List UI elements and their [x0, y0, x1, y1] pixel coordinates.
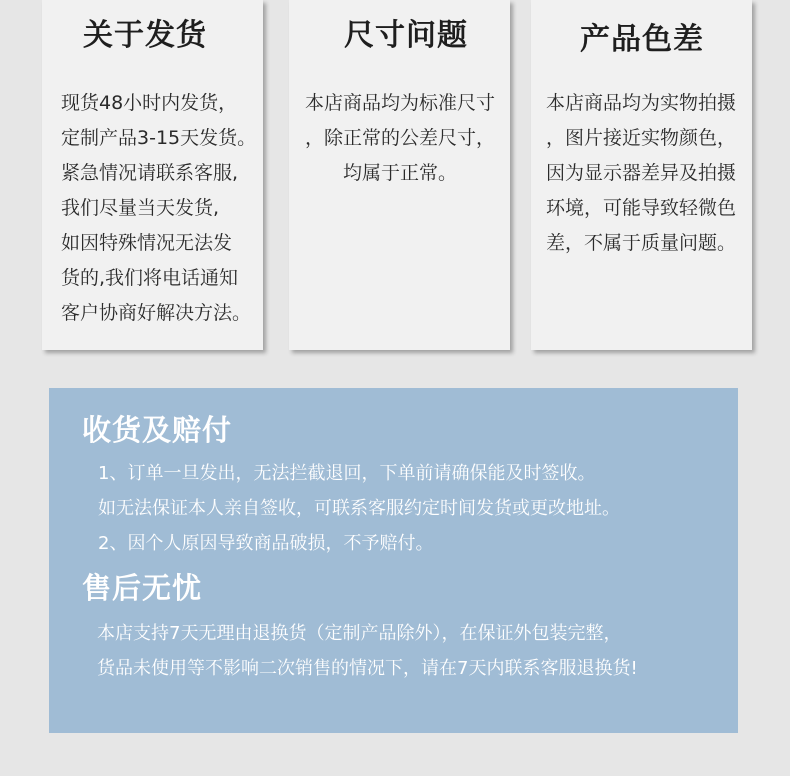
card-body	[61, 86, 256, 331]
policy-panel	[49, 388, 738, 733]
shipping-section-title: 收货及赔付	[82, 413, 233, 447]
card-line: 客户协商好解决方法。	[61, 302, 252, 324]
aftersales-line: 货品未使用等不影响二次销售的情况下，请在7天内联系客服退换货!	[97, 658, 638, 679]
card-body	[546, 86, 736, 261]
card-line: 定制产品3-15天发货。	[61, 127, 257, 149]
card-title: 产品色差	[580, 22, 704, 57]
color-diff-card	[531, 0, 752, 350]
card-line: 均属于正常。	[343, 162, 458, 184]
card-line: 如因特殊情况无法发	[61, 232, 233, 254]
aftersales-section-title: 售后无忧	[82, 571, 203, 605]
card-title: 尺寸问题	[344, 18, 468, 53]
card-title: 关于发货	[83, 18, 207, 53]
card-line: 现货48小时内发货，	[61, 92, 238, 114]
card-line: 紧急情况请联系客服,	[61, 162, 239, 184]
card-line: 差，不属于质量问题。	[546, 232, 737, 254]
shipping-line: 1、订单一旦发出，无法拦截退回，下单前请确保能及时签收。	[98, 463, 596, 484]
aftersales-line: 本店支持7天无理由退换货（定制产品除外），在保证外包装完整，	[97, 623, 622, 644]
card-line: 货的,我们将电话通知	[61, 267, 239, 289]
card-line: ，除正常的公差尺寸，	[305, 127, 496, 149]
shipping-info-card	[42, 0, 263, 350]
shipping-line: 2、因个人原因导致商品破损，不予赔付。	[98, 533, 434, 554]
card-line: 因为显示器差异及拍摄	[546, 162, 737, 184]
shipping-line: 如无法保证本人亲自签收，可联系客服约定时间发货或更改地址。	[98, 498, 620, 519]
card-line: 环境，可能导致轻微色	[546, 197, 737, 219]
card-body	[305, 86, 495, 191]
card-line: 本店商品均为标准尺寸	[305, 92, 496, 114]
card-line: 本店商品均为实物拍摄	[546, 92, 737, 114]
card-line: ，图片接近实物颜色，	[546, 127, 737, 149]
size-info-card	[289, 0, 510, 350]
card-line: 我们尽量当天发货,	[61, 197, 220, 219]
